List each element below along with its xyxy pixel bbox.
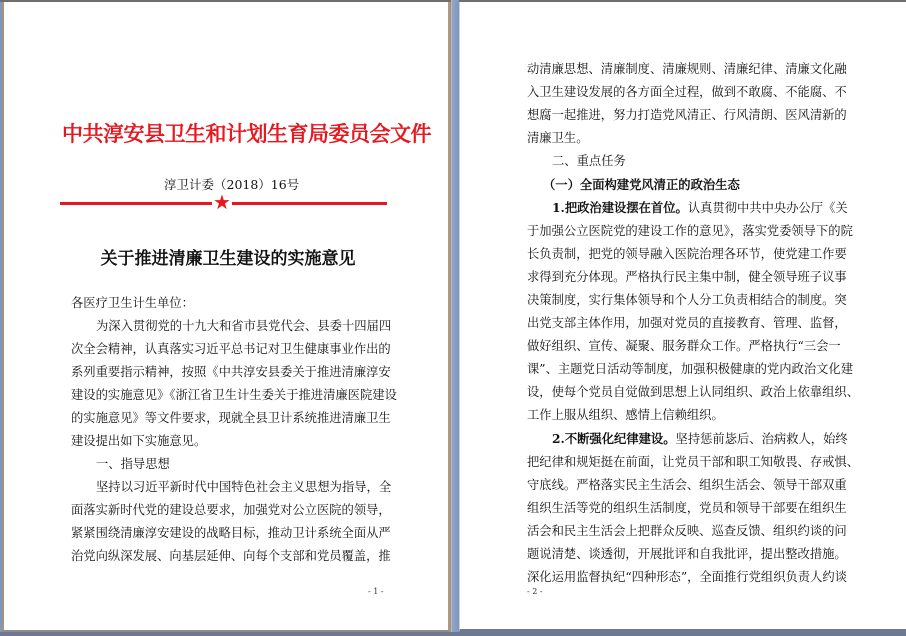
body-line: 认真贯彻中共中央办公厅《关 (687, 201, 848, 215)
body-line: 坚持惩前毖后、治病救人，始终 (675, 432, 848, 446)
body-line: 求得到充分体现。严格执行民主集中制，健全领导班子议事 (527, 270, 847, 284)
body-line: 紧紧围绕清廉淳安建设的战略目标，推动卫计系统全面从严 (71, 526, 391, 540)
page1-body (71, 292, 397, 568)
red-header-title: 中共淳安县卫生和计划生育局委员会文件 (62, 121, 431, 146)
body-line: 长负责制，把党的领导融入医院治理各环节，使党建工作要 (527, 247, 847, 261)
page-number: - 2 - (527, 587, 543, 596)
body-line: 建设的实施意见》《浙江省卫生计生委关于推进清廉医院建设 (71, 388, 397, 402)
document-page-1[interactable] (2, 2, 450, 632)
body-line: 守底线。严格落实民主生活会、组织生活会、领导干部双重 (527, 478, 847, 492)
page2-body (527, 58, 860, 589)
body-line: 活会和民主生活会上把群众反映、巡查反馈、组织约谈的问 (527, 524, 847, 538)
body-line: 深化运用监督执纪“四种形态”，全面推行党组织负责人约谈 (527, 570, 847, 584)
salutation: 各医疗卫生计生单位： (71, 296, 194, 310)
body-line: 工作上服从组织、感情上信赖组织。 (527, 408, 724, 422)
body-line: 为深入贯彻党的十九大和省市县党代会、县委十四届四 (96, 319, 392, 333)
body-line: 次全会精神，认真落实习近平总书记对卫生健康事业作出的 (71, 342, 391, 356)
body-line: 题说清楚、谈透彻，开展批评和自我批评，提出整改措施。 (527, 547, 847, 561)
body-line: 面落实新时代党的建设总要求，加强党对公立医院的领导， (71, 503, 391, 517)
body-line: 清廉卫生。 (527, 131, 589, 145)
subsection-heading: （一）全面构建党风清正的政治生态 (543, 177, 740, 192)
body-line: 组织生活等党的组织生活制度，党员和领导干部要在组织生 (527, 501, 847, 515)
body-line: 建设提出如下实施意见。 (71, 434, 207, 448)
page-number: - 1 - (368, 587, 384, 596)
section-heading-guiding-ideology: 一、指导思想 (96, 457, 170, 471)
body-line: 于加强公立医院党的建设工作的意见》，落实党委领导下的院 (527, 224, 853, 238)
page-gap (451, 0, 459, 636)
red-divider-left (60, 202, 212, 205)
item-heading: 2.不断强化纪律建设。 (552, 431, 676, 446)
section-heading-key-tasks: 二、重点任务 (552, 154, 626, 168)
body-line: 的实施意见》等文件要求，现就全县卫计系统推进清廉卫生 (71, 411, 391, 425)
body-line: 坚持以习近平新时代中国特色社会主义思想为指导，全 (96, 480, 392, 494)
body-line: 出党支部主体作用，加强对党员的直接教育、管理、监督， (527, 316, 847, 330)
item-heading: 1.把政治建设摆在首位。 (552, 200, 688, 215)
body-line: 把纪律和规矩挺在前面，让党员干部和职工知敬畏、存戒惧、 (527, 455, 860, 469)
body-line: 入卫生建设发展的各方面全过程，做到不敢腐、不能腐、不 (527, 85, 847, 99)
body-line: 设，使每个党员自觉做到思想上认同组织、政治上依靠组织、 (527, 385, 860, 399)
document-title: 关于推进清廉卫生建设的实施意见 (100, 249, 356, 269)
body-line: 动清廉思想、清廉制度、清廉规则、清廉纪律、清廉文化融 (527, 62, 847, 76)
document-number: 淳卫计委（2018）16号 (164, 177, 300, 192)
document-page-2[interactable] (459, 2, 906, 632)
body-line: 决策制度，实行集体领导和个人分工负责相结合的制度。突 (527, 293, 847, 307)
window-bottom-edge (0, 632, 906, 636)
body-line: 系列重要指示精神，按照《中共淳安县委关于推进清廉淳安 (71, 365, 391, 379)
body-line: 想腐一起推进，努力打造党风清正、行风清朗、医风清新的 (527, 108, 847, 122)
body-line: 治党向纵深发展、向基层延伸、向每个支部和党员覆盖，推 (71, 549, 391, 563)
body-line: 做好组织、宣传、凝聚、服务群众工作。严格执行“三会一 (527, 339, 841, 353)
body-line: 课”、主题党日活动等制度，加强积极健康的党内政治文化建 (527, 362, 854, 376)
red-star-icon: ★ (213, 190, 231, 214)
red-divider-right (232, 202, 387, 205)
